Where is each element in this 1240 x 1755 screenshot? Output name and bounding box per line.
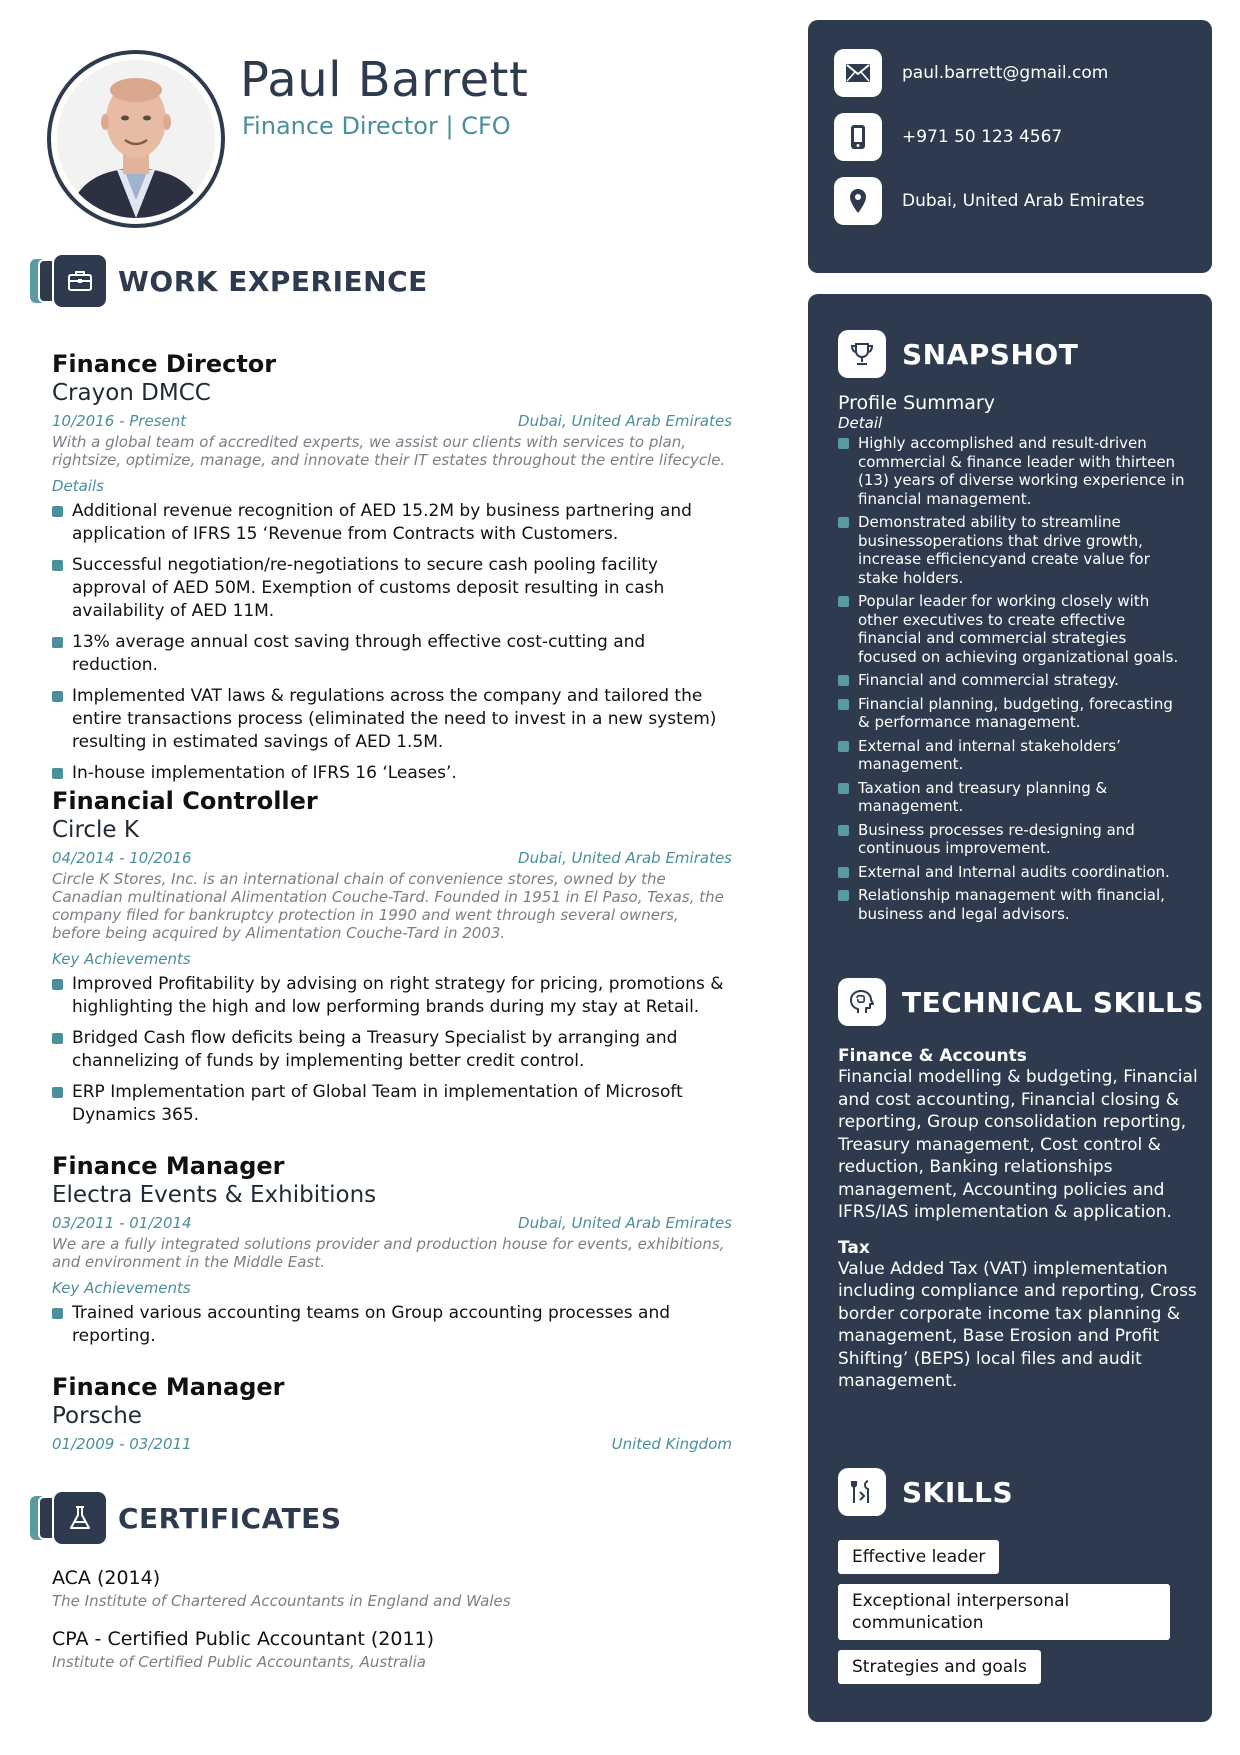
- list-item: Implemented VAT laws & regulations across the company and tailored the entire transactions process (eliminated the need to invest in a new system) resulting in estimated savings of AED 1.5M.: [52, 685, 732, 754]
- contact-email-row: [808, 41, 1212, 105]
- skill-pill: Effective leader: [838, 1540, 999, 1574]
- section-tab-decoration: [30, 1496, 54, 1540]
- contact-phone[interactable]: +971 50 123 4567: [902, 127, 1063, 147]
- phone-icon: [834, 113, 882, 161]
- skills-header: [838, 1468, 1013, 1516]
- certificates-title: CERTIFICATES: [118, 1501, 342, 1535]
- list-item: Taxation and treasury planning & management.: [838, 779, 1188, 816]
- skill-pill: Exceptional interpersonal communication: [838, 1584, 1170, 1640]
- job-company: Porsche: [52, 1403, 142, 1429]
- certificate-name: ACA (2014): [52, 1567, 161, 1589]
- contact-location: Dubai, United Arab Emirates: [902, 191, 1145, 211]
- briefcase-icon: [54, 255, 106, 307]
- list-item: Successful negotiation/re-negotiations to secure cash pooling facility approval of AED 50M. Exemption of customs deposit resulting in cash availability of AED 11M.: [52, 554, 732, 623]
- snapshot-detail-label: Detail: [838, 414, 883, 432]
- profile-photo: [57, 60, 215, 218]
- job-location: United Kingdom: [611, 1435, 732, 1453]
- list-item: Popular leader for working closely with other executives to create effective financial and commercial strategies focused on achieving organizational goals.: [838, 592, 1188, 666]
- job-location: Dubai, United Arab Emirates: [518, 849, 732, 867]
- list-item: Bridged Cash flow deficits being a Treasury Specialist by arranging and channelizing of funds by implementing better credit control.: [52, 1027, 732, 1073]
- technical-skills-header: [838, 978, 1204, 1026]
- job-meta: [52, 1214, 732, 1232]
- technical-category: Tax: [838, 1237, 870, 1258]
- job-title: Finance Director: [52, 350, 277, 378]
- job-company: Crayon DMCC: [52, 380, 211, 406]
- technical-text: Financial modelling & budgeting, Financial and cost accounting, Financial closing & reporting, Group consolidation reporting, Treasury management, Cost control & reduction, Banking relationships management, Accounting policies and IFRS/IAS implementation & application.: [838, 1067, 1198, 1222]
- list-item: External and Internal audits coordination.: [838, 863, 1188, 882]
- job-entry: [52, 1152, 732, 1356]
- job-bullets: [52, 973, 732, 1127]
- certificate-entry: [52, 1628, 732, 1671]
- job-dates: 01/2009 - 03/2011: [52, 1435, 192, 1453]
- list-item: Highly accomplished and result-driven commercial & finance leader with thirteen (13) years of diverse working experience in financial management.: [838, 434, 1188, 508]
- envelope-icon: [834, 49, 882, 97]
- certificates-header: [30, 1490, 341, 1546]
- certificate-org: Institute of Certified Public Accountants, Australia: [52, 1653, 426, 1671]
- job-entry: [52, 1373, 732, 1453]
- list-item: Relationship management with financial, business and legal advisors.: [838, 886, 1188, 923]
- work-experience-title: WORK EXPERIENCE: [118, 264, 428, 298]
- brain-icon: [838, 978, 886, 1026]
- technical-category: Finance & Accounts: [838, 1046, 1027, 1066]
- snapshot-title: SNAPSHOT: [902, 337, 1079, 371]
- job-dates: 03/2011 - 01/2014: [52, 1214, 192, 1232]
- list-item: Improved Profitability by advising on right strategy for pricing, promotions & highlighting the high and low performing brands during my stay at Retail.: [52, 973, 732, 1019]
- list-item: Financial planning, budgeting, forecasting & performance management.: [838, 695, 1188, 732]
- job-bullets: [52, 1302, 732, 1348]
- candidate-role: Finance Director | CFO: [242, 112, 511, 140]
- technical-text: Value Added Tax (VAT) implementation including compliance and reporting, Cross border corporate income tax planning & management, Base Erosion and Profit Shifting’ (BEPS) local files and audit management.: [838, 1258, 1197, 1391]
- work-experience-header: [30, 253, 428, 309]
- contact-email[interactable]: paul.barrett@gmail.com: [902, 63, 1109, 83]
- job-bullets: [52, 500, 732, 785]
- section-tab-decoration: [30, 259, 54, 303]
- job-description: Circle K Stores, Inc. is an international chain of convenience stores, owned by the Canadian multinational Alimentation Couche-Tard. Founded in 1951 in El Paso, Texas, the company filed for bankruptcy protection in 1990 and went through several owners, before being acquired by Alimentation Couche-Tard in 2003.: [52, 870, 724, 942]
- profile-photo-frame: [47, 50, 225, 228]
- job-title: Finance Manager: [52, 1373, 285, 1401]
- job-description: With a global team of accredited experts, we assist our clients with services to plan, rightsize, optimize, manage, and innovate their IT estates throughout the entire lifecycle.: [52, 433, 726, 469]
- list-item: ERP Implementation part of Global Team in implementation of Microsoft Dynamics 365.: [52, 1081, 732, 1127]
- job-dates: 10/2016 - Present: [52, 412, 187, 430]
- snapshot-header: [838, 330, 1212, 378]
- technical-skills-body: [838, 1046, 1218, 1393]
- job-meta: [52, 1435, 732, 1453]
- job-company: Circle K: [52, 817, 139, 843]
- job-title: Financial Controller: [52, 787, 318, 815]
- list-item: Business processes re-designing and continuous improvement.: [838, 821, 1188, 858]
- job-subheading: Details: [52, 477, 105, 495]
- job-subheading: Key Achievements: [52, 950, 191, 968]
- list-item: Demonstrated ability to streamline businessoperations that drive growth, increase efficiencyand create value for stake holders.: [838, 513, 1188, 587]
- skills-body: [838, 1540, 1198, 1694]
- job-company: Electra Events & Exhibitions: [52, 1182, 377, 1208]
- certificate-org: The Institute of Chartered Accountants in England and Wales: [52, 1592, 511, 1610]
- job-meta: [52, 849, 732, 867]
- job-location: Dubai, United Arab Emirates: [518, 1214, 732, 1232]
- technical-skills-title: TECHNICAL SKILLS: [902, 985, 1204, 1019]
- tools-icon: [838, 1468, 886, 1516]
- job-subheading: Key Achievements: [52, 1279, 191, 1297]
- job-location: Dubai, United Arab Emirates: [518, 412, 732, 430]
- trophy-icon: [838, 330, 886, 378]
- list-item: Financial and commercial strategy.: [838, 671, 1188, 690]
- snapshot-subheading: Profile Summary: [838, 392, 995, 414]
- contact-panel: [808, 20, 1212, 273]
- job-meta: [52, 412, 732, 430]
- flask-icon: [54, 1492, 106, 1544]
- job-entry: [52, 350, 732, 793]
- summary-panel: [808, 294, 1212, 1722]
- location-pin-icon: [834, 177, 882, 225]
- list-item: Additional revenue recognition of AED 15.2M by business partnering and application of IFRS 15 ‘Revenue from Contracts with Customers.: [52, 500, 732, 546]
- list-item: External and internal stakeholders’ management.: [838, 737, 1188, 774]
- skill-pill: Strategies and goals: [838, 1650, 1041, 1684]
- certificate-entry: [52, 1567, 732, 1610]
- job-description: We are a fully integrated solutions provider and production house for events, exhibitions, and environment in the Middle East.: [52, 1235, 725, 1271]
- snapshot-body: [838, 392, 1188, 923]
- list-item: 13% average annual cost saving through effective cost-cutting and reduction.: [52, 631, 732, 677]
- list-item: In-house implementation of IFRS 16 ‘Leases’.: [52, 762, 732, 785]
- certificate-name: CPA - Certified Public Accountant (2011): [52, 1628, 435, 1650]
- job-title: Finance Manager: [52, 1152, 285, 1180]
- skills-title: SKILLS: [902, 1475, 1014, 1509]
- job-entry: [52, 787, 732, 1135]
- list-item: Trained various accounting teams on Group accounting processes and reporting.: [52, 1302, 732, 1348]
- snapshot-bullets: [838, 434, 1188, 923]
- contact-phone-row: [808, 105, 1212, 169]
- candidate-name: Paul Barrett: [240, 52, 529, 108]
- contact-location-row: [808, 169, 1212, 233]
- job-dates: 04/2014 - 10/2016: [52, 849, 192, 867]
